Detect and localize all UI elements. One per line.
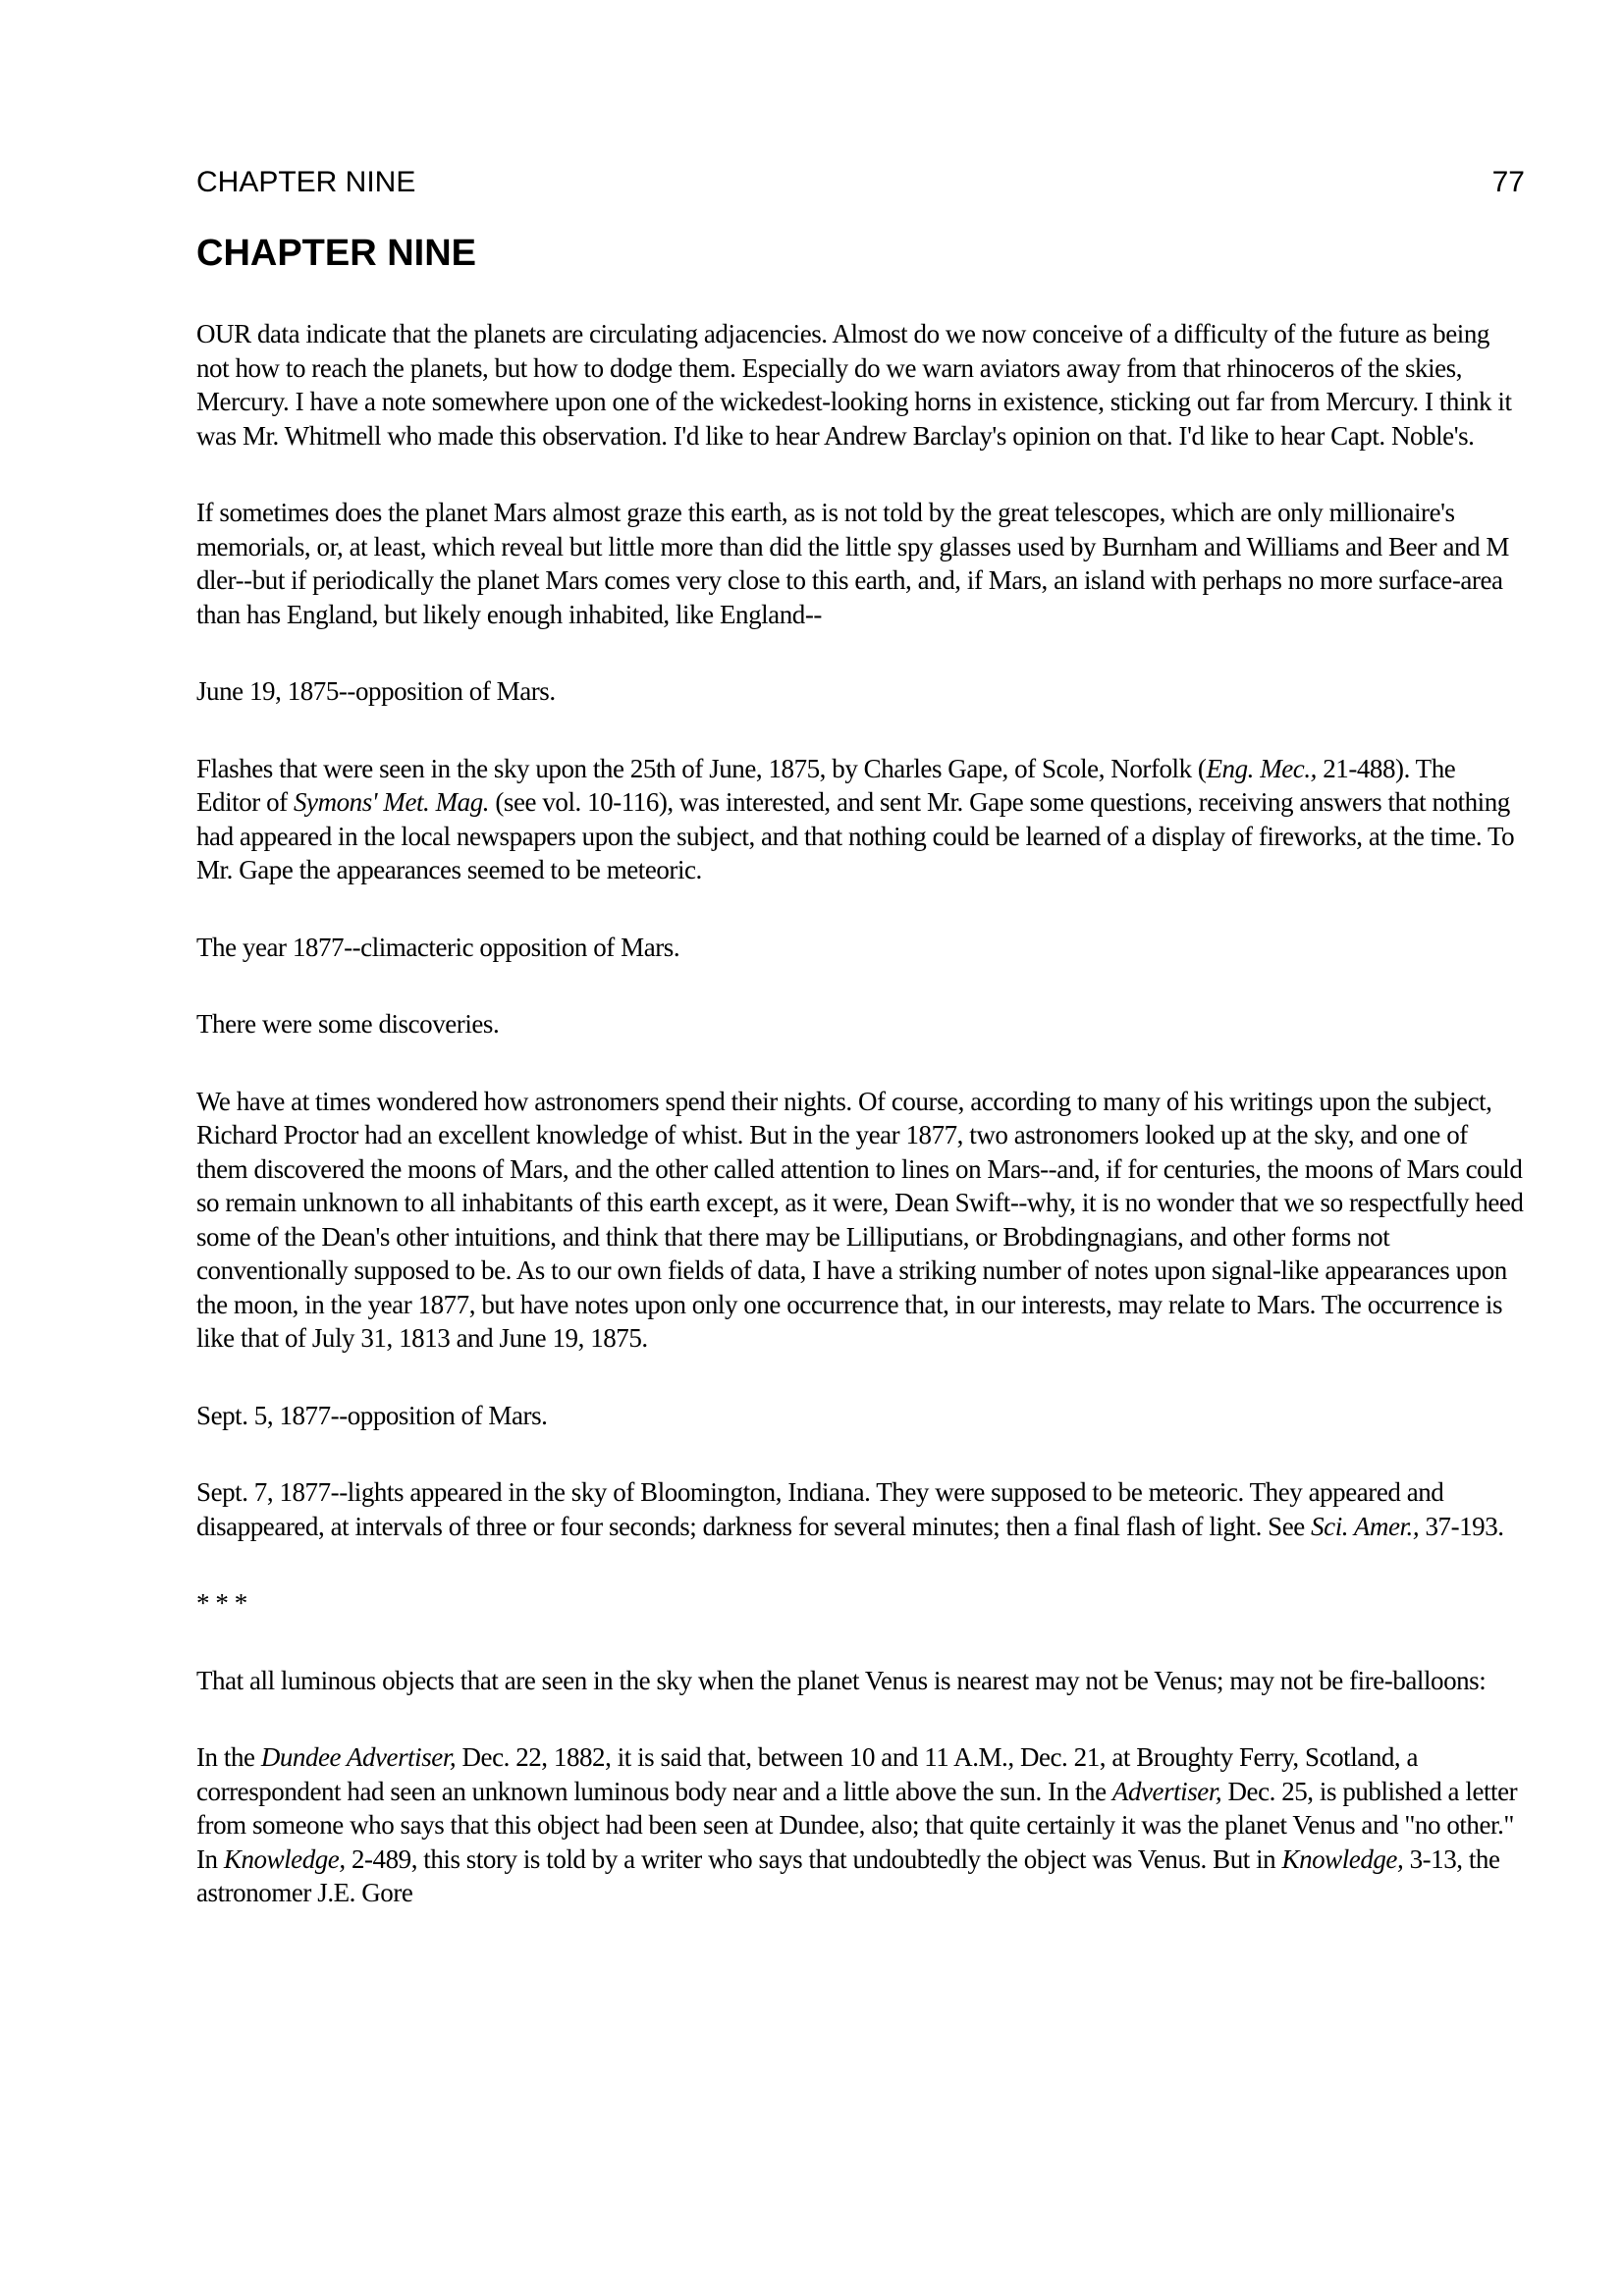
- text-run: * * *: [196, 1588, 247, 1618]
- text-run: Sept. 7, 1877--lights appeared in the sky of Bloomington, Indiana. They were supposed to be meteoric. They appeared and disappeared, at intervals of three or four seconds; darkness for several minutes; then a final flash of light. See: [196, 1477, 1444, 1541]
- paragraph: [196, 1475, 1525, 1543]
- citation-italic: Knowledge,: [1281, 1843, 1404, 1874]
- citation-italic: Eng. Mec.,: [1206, 753, 1317, 783]
- text-run: There were some discoveries.: [196, 1009, 500, 1039]
- text-run: OUR data indicate that the planets are circulating adjacencies. Almost do we now conceive of a difficulty of the future as being not how to reach the planets, but how to dodge them. Especially do we warn aviators away from that rhinoceros of the skies, Mercury. I have a note somewhere upon one of the wickedest-looking horns in existence, sticking out far from Mercury. I think it was Mr. Whitmell who made this observation. I'd like to hear Andrew Barclay's opinion on that. I'd like to hear Capt. Noble's.: [196, 319, 1512, 451]
- running-header: CHAPTER NINE: [196, 166, 416, 198]
- text-run: The year 1877--climacteric opposition of Mars.: [196, 932, 680, 962]
- paragraph: [196, 1007, 1525, 1041]
- page-header: [196, 167, 1525, 197]
- paragraph: [196, 1664, 1525, 1698]
- citation-italic: Advertiser,: [1111, 1776, 1222, 1806]
- chapter-title: CHAPTER NINE: [196, 233, 477, 274]
- paragraph: [196, 317, 1525, 453]
- citation-italic: Dundee Advertiser,: [260, 1742, 457, 1772]
- text-run: Dec. 25, is published a letter from someone who says that this object had been seen at Dundee, also; that quite certainly it was the planet Venus and "no other." In: [196, 1776, 1518, 1874]
- text-run: 21-488). The Editor of: [196, 753, 1456, 817]
- text-run: That all luminous objects that are seen in the sky when the planet Venus is nearest may not be Venus; may not be fire-balloons:: [196, 1665, 1487, 1695]
- citation-italic: Sci. Amer.,: [1311, 1511, 1420, 1541]
- paragraph: [196, 1399, 1525, 1433]
- paragraph: [196, 1740, 1525, 1910]
- section-separator: [196, 1586, 1525, 1621]
- page-number: 77: [1491, 166, 1525, 198]
- page-body: [196, 317, 1525, 1910]
- citation-italic: Knowledge,: [223, 1843, 346, 1874]
- paragraph: [196, 496, 1525, 631]
- text-run: Dec. 22, 1882, it is said that, between 10 and 11 A.M., Dec. 21, at Broughty Ferry, Scotland, a correspondent had seen an unknown luminous body near and a little above the sun. In the: [196, 1742, 1419, 1806]
- text-run: (see vol. 10-116), was interested, and sent Mr. Gape some questions, receiving answers that nothing had appeared in the local newspapers upon the subject, and that nothing could be learned of a display of fireworks, at the time. To Mr. Gape the appearances seemed to be meteoric.: [196, 787, 1515, 884]
- citation-italic: Symons' Met. Mag.: [293, 787, 490, 817]
- text-run: Flashes that were seen in the sky upon the 25th of June, 1875, by Charles Gape, of Scole, Norfolk (: [196, 753, 1207, 783]
- paragraph: [196, 752, 1525, 887]
- paragraph: [196, 674, 1525, 709]
- text-run: 3-13, the astronomer J.E. Gore: [196, 1843, 1500, 1907]
- text-run: If sometimes does the planet Mars almost graze this earth, as is not told by the great telescopes, which are only millionaire's memorials, or, at least, which reveal but little more than did the little spy glasses used by Burnham and Williams and Beer and M dler--but if periodically the planet Mars comes very close to this earth, and, if Mars, an island with perhaps no more surface-area than has England, but likely enough inhabited, like England--: [196, 498, 1509, 629]
- text-run: We have at times wondered how astronomers spend their nights. Of course, according to many of his writings upon the subject, Richard Proctor had an excellent knowledge of whist. But in the year 1877, two astronomers looked up at the sky, and one of them discovered the moons of Mars, and the other called attention to lines on Mars--and, if for centuries, the moons of Mars could so remain unknown to all inhabitants of this earth except, as it were, Dean Swift--why, it is no wonder that we so respectfully heed some of the Dean's other intuitions, and think that there may be Lilliputians, or Brobdingnagians, and other forms not conventionally supposed to be. As to our own fields of data, I have a striking number of notes upon signal-like appearances upon the moon, in the year 1877, but have notes upon only one occurrence that, in our interests, may relate to Mars. The occurrence is like that of July 31, 1813 and June 19, 1875.: [196, 1086, 1524, 1353]
- paragraph: [196, 1085, 1525, 1356]
- text-run: 37-193.: [1419, 1511, 1504, 1541]
- text-run: In the: [196, 1742, 261, 1772]
- text-run: June 19, 1875--opposition of Mars.: [196, 676, 556, 706]
- text-run: 2-489, this story is told by a writer who says that undoubtedly the object was Venus. But in: [345, 1843, 1282, 1874]
- paragraph: [196, 931, 1525, 965]
- text-run: Sept. 5, 1877--opposition of Mars.: [196, 1400, 548, 1430]
